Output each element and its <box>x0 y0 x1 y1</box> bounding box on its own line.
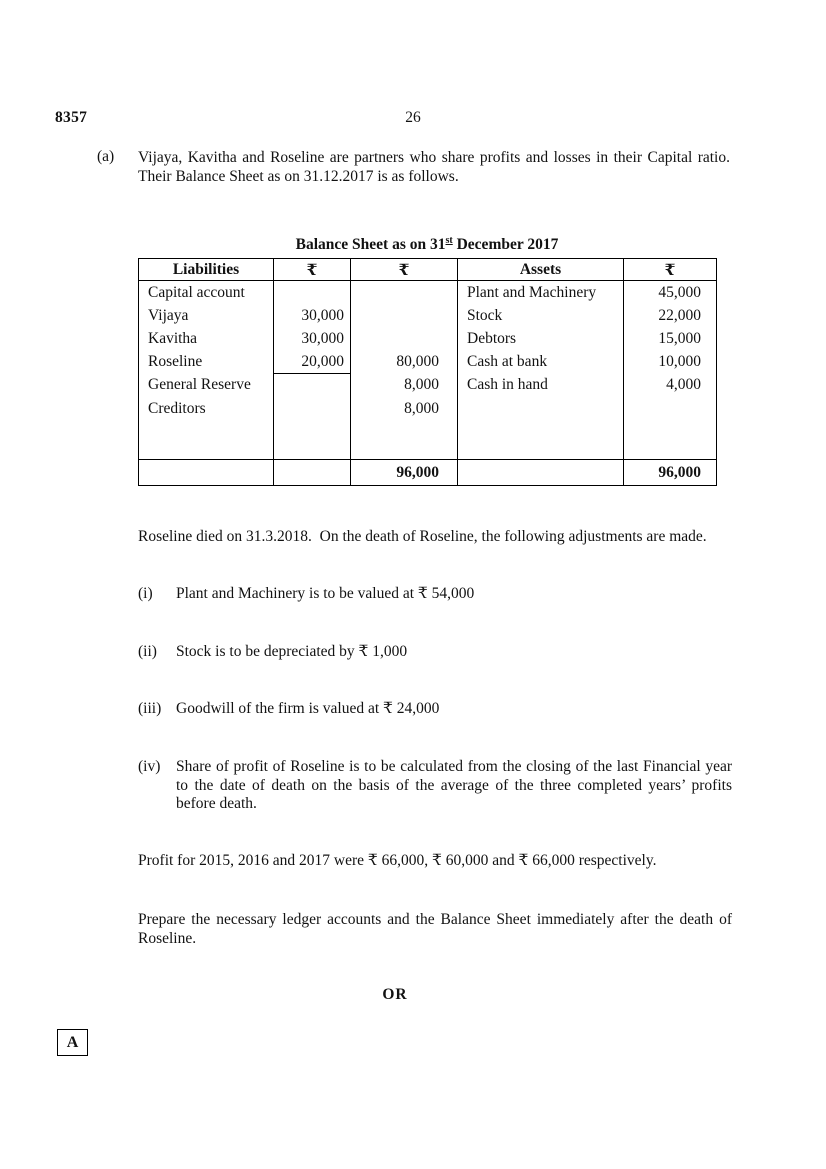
balance-sheet-table <box>138 258 717 486</box>
adjustment-text: Stock is to be depreciated by ₹ 1,000 <box>176 643 408 660</box>
adjustment-text: Plant and Machinery is to be valued at ₹ 54,000 <box>176 585 475 602</box>
adjustment-label: (i) <box>138 585 153 602</box>
cell-asset: Cash at bank <box>458 350 624 374</box>
cell-empty <box>274 420 351 460</box>
cell-empty <box>351 420 458 460</box>
table-row <box>139 281 717 305</box>
cell-asset-amount <box>624 397 717 420</box>
adjustment-label: (iii) <box>138 700 162 717</box>
adjustment-label: (iv) <box>138 758 161 775</box>
cell-total-liabilities: 96,000 <box>351 460 458 486</box>
table-header-row <box>139 259 717 281</box>
adjustment-item <box>138 643 732 662</box>
cell-asset: Cash in hand <box>458 374 624 398</box>
cell-amount-1 <box>274 281 351 305</box>
cell-liability: Vijaya <box>139 304 274 327</box>
table-spacer-row <box>139 420 717 460</box>
cell-amount-2 <box>351 304 458 327</box>
cell-amount-1: 30,000 <box>274 304 351 327</box>
paper-code: 8357 <box>55 109 88 126</box>
cell-asset-amount: 15,000 <box>624 327 717 350</box>
cell-asset: Debtors <box>458 327 624 350</box>
table-total-row <box>139 460 717 486</box>
death-note: Roseline died on 31.3.2018. On the death of Roseline, the following adjustments are made. <box>138 528 707 545</box>
page-number: 26 <box>405 109 421 126</box>
balance-sheet-title-main: Balance Sheet as on 31 <box>295 236 446 254</box>
cell-total-assets: 96,000 <box>624 460 717 486</box>
adjustment-item <box>138 758 736 814</box>
balance-sheet-title <box>138 235 716 254</box>
cell-amount-2: 80,000 <box>351 350 458 374</box>
balance-sheet-title-rest: December 2017 <box>452 236 559 254</box>
adjustment-label: (ii) <box>138 643 157 660</box>
cell-asset-amount: 45,000 <box>624 281 717 305</box>
cell-asset <box>458 460 624 486</box>
instruction-text: Prepare the necessary ledger accounts and the Balance Sheet immediately after the death of Roseline. <box>138 911 736 947</box>
column-header-liabilities: Liabilities <box>139 259 274 281</box>
cell-liability: General Reserve <box>139 374 274 398</box>
table-row <box>139 304 717 327</box>
cell-asset-amount: 4,000 <box>624 374 717 398</box>
cell-amount-1 <box>274 397 351 420</box>
cell-amount-1 <box>274 460 351 486</box>
column-header-rupee-1: ₹ <box>274 259 351 281</box>
cell-liability: Capital account <box>139 281 274 305</box>
series-badge: A <box>57 1029 88 1056</box>
cell-amount-2: 8,000 <box>351 397 458 420</box>
profit-note: Profit for 2015, 2016 and 2017 were ₹ 66,000, ₹ 60,000 and ₹ 66,000 respectively. <box>138 852 657 869</box>
table-row <box>139 397 717 420</box>
question-intro-text: Vijaya, Kavitha and Roseline are partners who share profits and losses in their Capital ratio. Their Balance Sheet as on 31.12.2017 is as follows. <box>138 149 738 185</box>
cell-liability: Roseline <box>139 350 274 374</box>
question-part-label: (a) <box>97 148 115 165</box>
cell-liability: Kavitha <box>139 327 274 350</box>
column-header-rupee-3: ₹ <box>624 259 717 281</box>
cell-amount-2: 8,000 <box>351 374 458 398</box>
balance-sheet-title-ordinal: st <box>445 235 453 246</box>
cell-asset: Stock <box>458 304 624 327</box>
cell-asset-amount: 22,000 <box>624 304 717 327</box>
adjustment-text: Goodwill of the firm is valued at ₹ 24,000 <box>176 700 440 717</box>
adjustment-item <box>138 585 732 604</box>
cell-amount-1: 20,000 <box>274 350 351 374</box>
column-header-assets: Assets <box>458 259 624 281</box>
table-row <box>139 374 717 398</box>
cell-empty <box>624 420 717 460</box>
cell-amount-1 <box>274 374 351 398</box>
cell-liability <box>139 460 274 486</box>
cell-empty <box>458 420 624 460</box>
cell-asset <box>458 397 624 420</box>
cell-amount-2 <box>351 281 458 305</box>
cell-amount-2 <box>351 327 458 350</box>
cell-amount-1: 30,000 <box>274 327 351 350</box>
adjustment-item <box>138 700 732 719</box>
cell-empty <box>139 420 274 460</box>
table-row <box>139 327 717 350</box>
column-header-rupee-2: ₹ <box>351 259 458 281</box>
or-separator: OR <box>382 986 408 1003</box>
table-row <box>139 350 717 374</box>
balance-sheet-table-wrap <box>138 258 717 486</box>
question-intro <box>97 148 738 186</box>
cell-asset: Plant and Machinery <box>458 281 624 305</box>
cell-asset-amount: 10,000 <box>624 350 717 374</box>
cell-liability: Creditors <box>139 397 274 420</box>
adjustment-text: Share of profit of Roseline is to be calculated from the closing of the last Financial year to the date of death on the basis of the average of the three completed years’ profits before death. <box>176 758 736 812</box>
